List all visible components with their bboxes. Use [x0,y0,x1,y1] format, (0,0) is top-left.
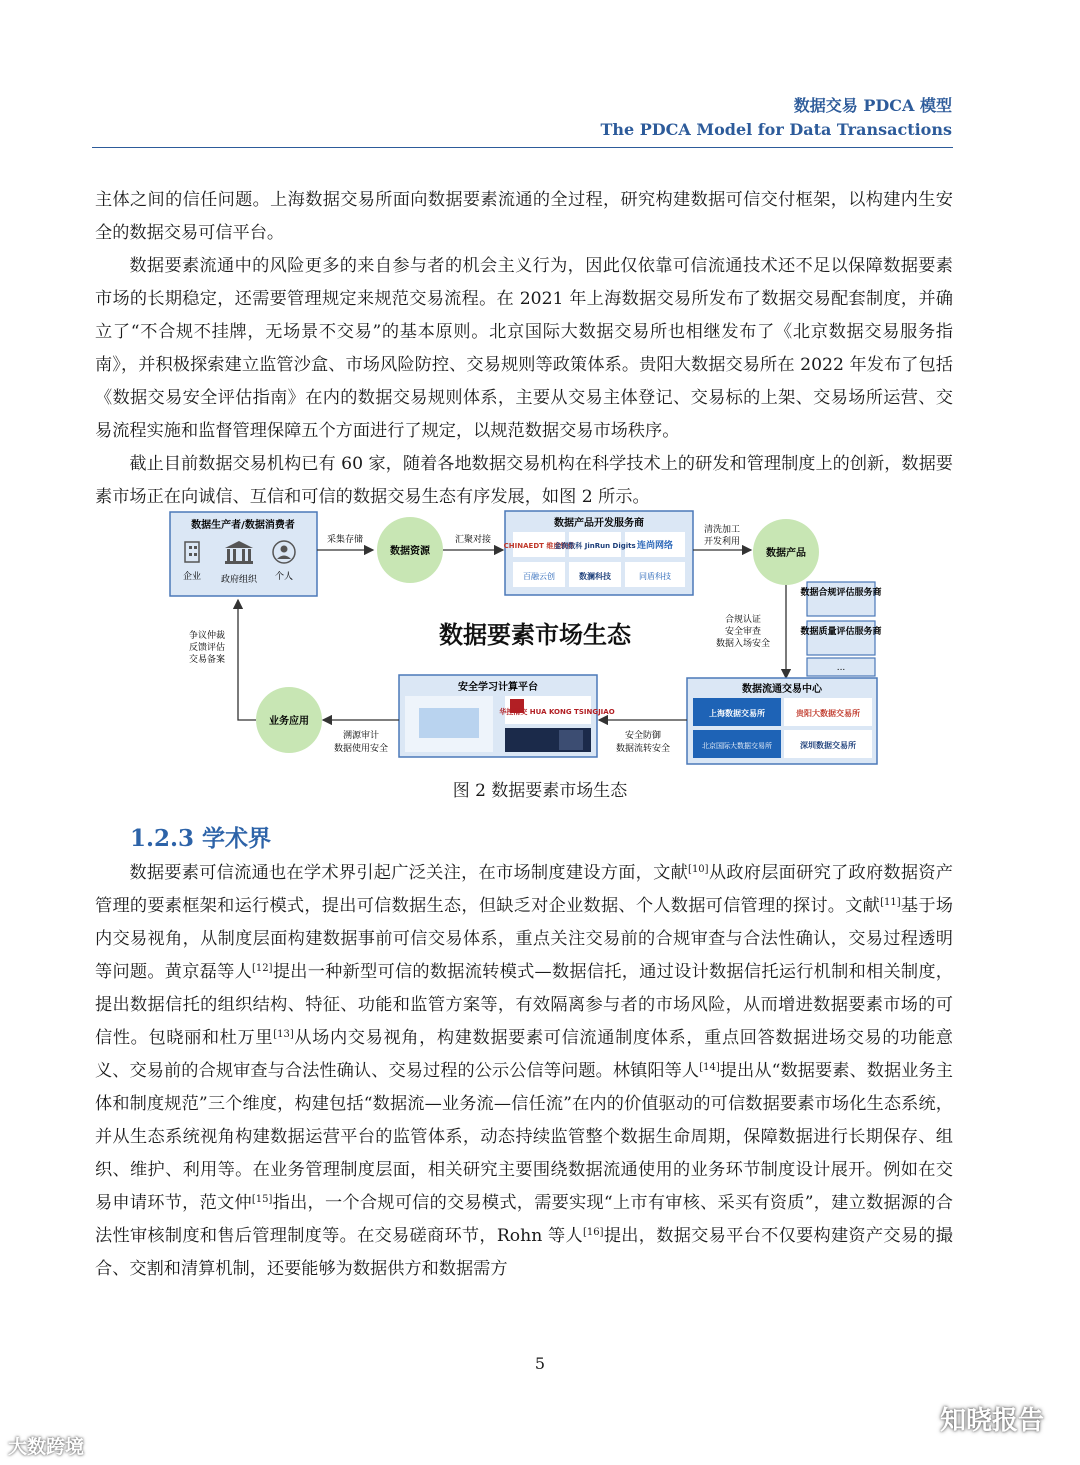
more-eval-label: ... [836,663,846,673]
text-run: 从政府层面研究了政府数据资产管理的要素框架和运行模式，提出可信数据生态，但缺乏对企业数据、个人数据可信管理的探讨。文献 [95,863,953,916]
label-cert1: 合规认证 [724,615,762,625]
figure-center-title: 数据要素市场生态 [439,621,631,649]
trading-center-box [687,678,877,764]
server-graphic [559,730,583,750]
exchange-logo: 深圳数据交易所 [800,741,856,750]
logo-text: 百融云创 [523,572,555,581]
compliance-eval-label: 数据合规评估服务商 [800,588,882,598]
logo-text: 金润数科 JinRun Digits [554,542,636,550]
section-title: 1.2.3 学术界 [130,825,272,852]
dev-services-title: 数据产品开发服务商 [554,518,644,529]
page-number: 5 [534,1354,546,1373]
text-run: 数据要素可信流通也在学术界引起广泛关注，在市场制度建设方面，文献 [129,863,689,883]
intro-paragraphs [95,184,953,514]
label-trace1: 溯源审计 [342,731,380,741]
producers-box [170,512,317,596]
citation-12: [12] [252,963,273,974]
logo-text: 华控清交 HUA KONG TSINGJIAO [499,708,615,716]
label-gather: 汇聚对接 [454,535,492,545]
producers-title: 数据生产者/数据消费者 [191,520,295,531]
label-feedback1: 争议仲裁 [188,631,226,641]
label-feedback2: 反馈评估 [188,643,226,653]
text-run: 提出一种新型可信的数据流转模式—数据信托，通过设计数据信托运行机制和相关制度，提出数据信托的组织结构、特征、功能和监管方案等，有效隔离参与者的市场风险，从而增进数据要素市场的可信性。包晓丽和杜万里 [95,962,953,1048]
business-label: 业务应用 [269,716,309,727]
producer-item-person: 个人 [274,572,294,582]
label-cert2: 安全审查 [724,627,762,637]
citation-15: [15] [251,1194,273,1205]
label-feedback3: 交易备案 [188,655,226,665]
watermark-bottom-right: 知晓报告 [939,1406,1044,1436]
section-paragraph [95,857,953,1286]
producer-item-enterprise: 企业 [182,572,202,582]
resource-label: 数据资源 [390,546,430,557]
text-run: 基于场内交易视角，从制度层面构建数据事前可信交易体系，重点关注交易前的合规审查与合法性确认，交易过程透明等问题。黄京磊等人 [95,896,953,982]
paragraph-1: 主体之间的信任问题。上海数据交易所面向数据要素流通的全过程，研究构建数据可信交付框架，以构建内生安全的数据交易可信平台。 [95,190,953,243]
header-title-en: The PDCA Model for Data Transactions [600,120,952,139]
paragraph-2: 数据要素流通中的风险更多的来自参与者的机会主义行为，因此仅依靠可信流通技术还不足以保障数据要素市场的长期稳定，还需要管理规定来规范交易流程。在 2021 年上海数据交易所发布了数据交易配套制度，并确立了“不合规不挂牌，无场景不交易”的基本原则。北京国际大数据交易所也相继发布了《北京数据交易服务指南》，并积极探索建立监管沙盒、市场风险防控、交易规则等政策体系。贵阳大数据交易所在 2022 年发布了包括《数据交易安全评估指南》在内的数据交易规则体系，主要从交易主体登记、交易标的上架、交易场所运营、交易流程实施和监督管理保障五个方面进行了规定，以规范数据交易市场秩序。 [95,256,953,441]
trading-center-title: 数据流通交易中心 [742,684,822,695]
dev-services-box [504,511,693,595]
header-title-cn: 数据交易 PDCA 模型 [793,96,952,115]
watermark-bottom-left: 大数跨境 [8,1436,85,1458]
label-process2: 开发利用 [703,537,741,547]
label-defense1: 安全防御 [624,731,662,741]
label-defense2: 数据流转安全 [615,744,671,754]
logo-text: 连尚网络 [636,541,674,551]
figure-caption: 图 2 数据要素市场生态 [452,781,628,801]
citation-11: [11] [880,897,901,908]
producer-item-government: 政府组织 [220,575,258,585]
citation-14: [14] [699,1062,720,1073]
label-process1: 清洗加工 [703,525,741,535]
exchange-logo: 上海数据交易所 [709,709,765,718]
product-label: 数据产品 [766,548,806,559]
text-run: 指出，一个合规可信的交易模式，需要实现“上市有审核、采买有资质”，建立数据源的合法性审核制度和售后管理制度等。在交易磋商环节，Rohn 等人 [95,1193,953,1246]
exchange-logo: 贵阳大数据交易所 [796,709,860,718]
secure-platform-title: 安全学习计算平台 [458,682,538,693]
arrow-feedback [238,600,256,720]
citation-13: [13] [273,1029,294,1040]
header-rule [92,147,953,148]
running-header [600,94,952,142]
text-run: 提出从“数据要素、数据业务主体和制度规范”三个维度，构建包括“数据流—业务流—信任流”在内的价值驱动的可信数据要素市场化生态系统，并从生态系统视角构建数据运营平台的监管体系，动态持续监管整个数据生命周期，保障数据进行长期保存、组织、维护、利用等。在业务管理制度层面，相关研究主要围绕数据流通使用的业务环节制度设计展开。例如在交易申请环节，范文仲 [95,1061,953,1213]
text-run: 提出，数据交易平台不仅要构建资产交易的撮合、交割和清算机制，还要能够为数据供方和数据需方 [95,1226,953,1279]
paragraph-3: 截止目前数据交易机构已有 60 家，随着各地数据交易机构在科学技术上的研发和管理制度上的创新，数据要素市场正在向诚信、互信和可信的数据交易生态有序发展，如图 2 所示。 [95,454,953,507]
label-trace2: 数据使用安全 [333,744,389,754]
logo-text: 同盾科技 [639,572,671,581]
citation-10: [10] [688,864,709,875]
logo-text: CHINAEDT 维度软件 [503,542,575,550]
section-paragraph-text [95,857,953,1286]
exchange-logo: 北京国际大数据交易所 [702,742,772,750]
label-cert3: 数据入场安全 [715,639,771,649]
logo-text: 数澜科技 [579,572,611,581]
quality-eval-label: 数据质量评估服务商 [800,627,882,637]
market-ecosystem-figure [165,508,910,770]
citation-16: [16] [583,1227,604,1238]
secure-platform-box [399,675,615,757]
text-run: 从场内交易视角，构建数据要素可信流通制度体系，重点回答数据进场交易的功能意义、交易前的合规审查与合法性确认、交易过程的公示公信等问题。林镇阳等人 [95,1028,953,1081]
screenshot-graphic [419,708,479,738]
label-collect: 采集存储 [326,535,364,545]
